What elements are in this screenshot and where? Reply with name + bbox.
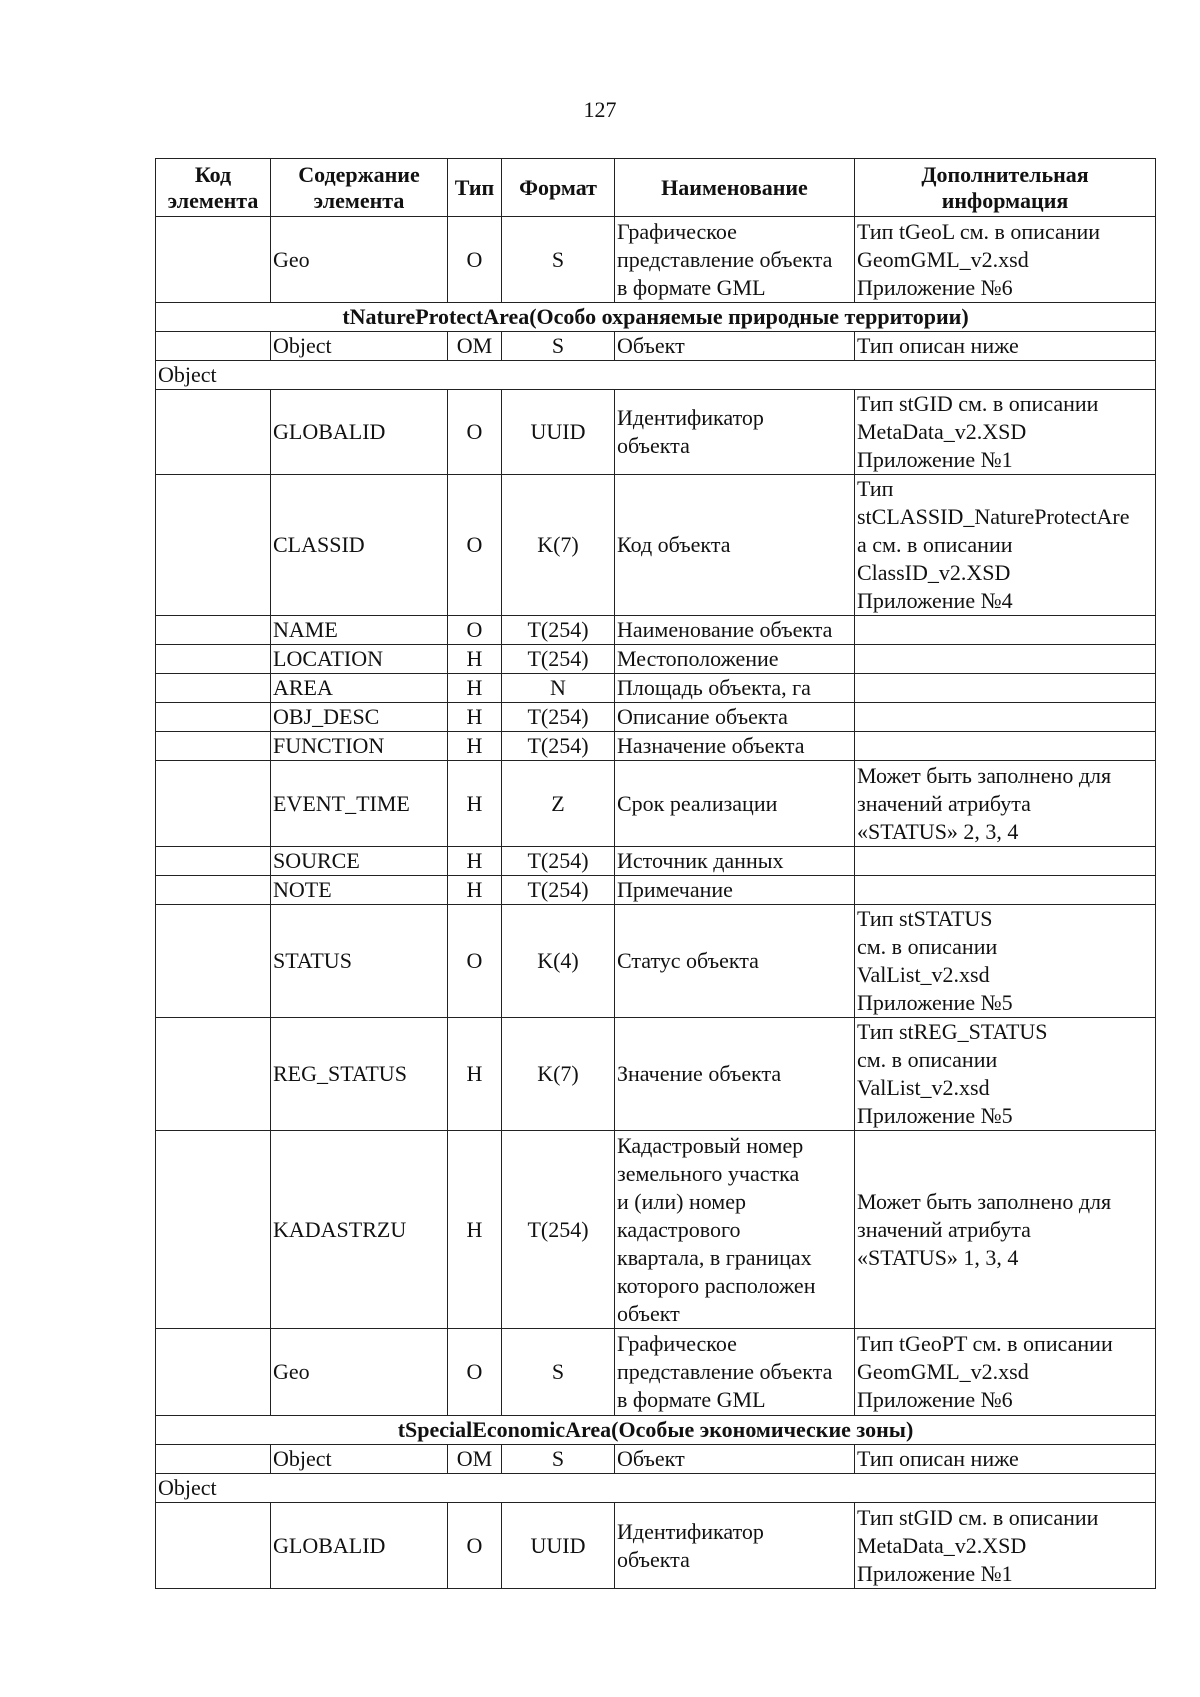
cell-type: H <box>448 1018 502 1131</box>
cell-content: Geo <box>271 217 448 303</box>
cell-name: Значение объекта <box>615 1018 855 1131</box>
cell-name: Описание объекта <box>615 703 855 732</box>
table-row <box>156 332 1156 361</box>
cell-code <box>156 905 271 1018</box>
cell-type: H <box>448 761 502 847</box>
cell-content: Object <box>271 1445 448 1474</box>
cell-name: Площадь объекта, га <box>615 674 855 703</box>
header-format: Формат <box>502 159 615 217</box>
cell-content: KADASTRZU <box>271 1131 448 1329</box>
cell-content: GLOBALID <box>271 1503 448 1589</box>
cell-name: Кадастровый номер земельного участка и (или) номер кадастрового квартала, в границах которого расположен объект <box>615 1131 855 1329</box>
header-type: Тип <box>448 159 502 217</box>
cell-name: Графическое представление объекта в формате GML <box>615 1329 855 1416</box>
table-row <box>156 761 1156 847</box>
table-row <box>156 1018 1156 1131</box>
cell-type: H <box>448 732 502 761</box>
element-spec-table <box>155 158 1156 1589</box>
table-row <box>156 1445 1156 1474</box>
cell-code <box>156 1445 271 1474</box>
cell-name: Местоположение <box>615 645 855 674</box>
cell-extra: Тип stGID см. в описании MetaData_v2.XSD Приложение №1 <box>855 1503 1156 1589</box>
cell-code <box>156 332 271 361</box>
cell-format: T(254) <box>502 703 615 732</box>
cell-format: S <box>502 1445 615 1474</box>
header-extra: Дополнительная информация <box>855 159 1156 217</box>
cell-format: T(254) <box>502 847 615 876</box>
table-row <box>156 475 1156 616</box>
cell-code <box>156 1018 271 1131</box>
cell-format: K(7) <box>502 1018 615 1131</box>
table-row <box>156 1131 1156 1329</box>
object-label: Object <box>156 361 1156 390</box>
cell-type: O <box>448 217 502 303</box>
cell-extra: Тип stREG_STATUS см. в описании ValList_v2.xsd Приложение №5 <box>855 1018 1156 1131</box>
cell-name: Статус объекта <box>615 905 855 1018</box>
section-row <box>156 1416 1156 1445</box>
cell-type: O <box>448 475 502 616</box>
cell-extra: Тип tGeoPT см. в описании GeomGML_v2.xsd Приложение №6 <box>855 1329 1156 1416</box>
cell-code <box>156 645 271 674</box>
cell-code <box>156 616 271 645</box>
cell-type: O <box>448 1503 502 1589</box>
cell-type: OM <box>448 1445 502 1474</box>
cell-extra <box>855 616 1156 645</box>
section-title: tSpecialEconomicArea(Особые экономические зоны) <box>156 1416 1156 1445</box>
cell-code <box>156 475 271 616</box>
cell-format: S <box>502 1329 615 1416</box>
cell-format: Z <box>502 761 615 847</box>
cell-extra: Тип stGID см. в описании MetaData_v2.XSD Приложение №1 <box>855 390 1156 475</box>
table-row <box>156 732 1156 761</box>
cell-extra: Тип tGeoL см. в описании GeomGML_v2.xsd Приложение №6 <box>855 217 1156 303</box>
cell-format: T(254) <box>502 732 615 761</box>
object-label-row <box>156 361 1156 390</box>
cell-format: T(254) <box>502 876 615 905</box>
cell-format: UUID <box>502 390 615 475</box>
cell-type: H <box>448 645 502 674</box>
cell-type: O <box>448 905 502 1018</box>
cell-type: H <box>448 674 502 703</box>
cell-name: Примечание <box>615 876 855 905</box>
cell-content: LOCATION <box>271 645 448 674</box>
cell-code <box>156 847 271 876</box>
cell-type: H <box>448 847 502 876</box>
cell-extra <box>855 674 1156 703</box>
cell-name: Срок реализации <box>615 761 855 847</box>
table-row <box>156 905 1156 1018</box>
header-content: Содержание элемента <box>271 159 448 217</box>
cell-format: T(254) <box>502 616 615 645</box>
table-row <box>156 616 1156 645</box>
cell-code <box>156 876 271 905</box>
cell-content: STATUS <box>271 905 448 1018</box>
cell-code <box>156 674 271 703</box>
cell-name: Объект <box>615 1445 855 1474</box>
page-number: 127 <box>583 97 617 122</box>
cell-type: H <box>448 876 502 905</box>
cell-extra <box>855 847 1156 876</box>
header-code: Код элемента <box>156 159 271 217</box>
cell-content: Geo <box>271 1329 448 1416</box>
table-row <box>156 876 1156 905</box>
cell-extra: Тип stSTATUS см. в описании ValList_v2.xsd Приложение №5 <box>855 905 1156 1018</box>
table-row <box>156 1329 1156 1416</box>
cell-extra <box>855 732 1156 761</box>
cell-type: H <box>448 1131 502 1329</box>
table-row <box>156 390 1156 475</box>
cell-name: Источник данных <box>615 847 855 876</box>
cell-format: K(4) <box>502 905 615 1018</box>
cell-type: O <box>448 390 502 475</box>
cell-code <box>156 761 271 847</box>
cell-content: GLOBALID <box>271 390 448 475</box>
cell-code <box>156 1131 271 1329</box>
cell-extra: Тип stCLASSID_NatureProtectAre a см. в описании ClassID_v2.XSD Приложение №4 <box>855 475 1156 616</box>
cell-name: Идентификатор объекта <box>615 1503 855 1589</box>
header-name: Наименование <box>615 159 855 217</box>
cell-format: T(254) <box>502 1131 615 1329</box>
cell-content: OBJ_DESC <box>271 703 448 732</box>
section-title: tNatureProtectArea(Особо охраняемые природные территории) <box>156 303 1156 332</box>
cell-code <box>156 1329 271 1416</box>
cell-code <box>156 1503 271 1589</box>
cell-content: EVENT_TIME <box>271 761 448 847</box>
cell-code <box>156 732 271 761</box>
table-row <box>156 674 1156 703</box>
cell-format: K(7) <box>502 475 615 616</box>
cell-extra: Может быть заполнено для значений атрибута «STATUS» 1, 3, 4 <box>855 1131 1156 1329</box>
cell-name: Наименование объекта <box>615 616 855 645</box>
cell-code <box>156 217 271 303</box>
cell-content: REG_STATUS <box>271 1018 448 1131</box>
table-row <box>156 703 1156 732</box>
cell-name: Объект <box>615 332 855 361</box>
cell-type: OM <box>448 332 502 361</box>
cell-content: CLASSID <box>271 475 448 616</box>
cell-content: Object <box>271 332 448 361</box>
cell-name: Код объекта <box>615 475 855 616</box>
section-row <box>156 303 1156 332</box>
cell-type: H <box>448 703 502 732</box>
cell-code <box>156 390 271 475</box>
cell-extra: Тип описан ниже <box>855 1445 1156 1474</box>
cell-extra <box>855 703 1156 732</box>
cell-format: UUID <box>502 1503 615 1589</box>
cell-content: NAME <box>271 616 448 645</box>
cell-extra: Тип описан ниже <box>855 332 1156 361</box>
header-row <box>156 159 1156 217</box>
cell-name: Назначение объекта <box>615 732 855 761</box>
cell-format: T(254) <box>502 645 615 674</box>
cell-type: O <box>448 616 502 645</box>
table-row <box>156 217 1156 303</box>
cell-extra <box>855 645 1156 674</box>
cell-extra <box>855 876 1156 905</box>
cell-format: S <box>502 332 615 361</box>
cell-extra: Может быть заполнено для значений атрибута «STATUS» 2, 3, 4 <box>855 761 1156 847</box>
cell-content: FUNCTION <box>271 732 448 761</box>
cell-name: Графическое представление объекта в формате GML <box>615 217 855 303</box>
cell-content: NOTE <box>271 876 448 905</box>
object-label: Object <box>156 1474 1156 1503</box>
cell-format: N <box>502 674 615 703</box>
cell-code <box>156 703 271 732</box>
table-row <box>156 847 1156 876</box>
object-label-row <box>156 1474 1156 1503</box>
cell-content: AREA <box>271 674 448 703</box>
cell-type: O <box>448 1329 502 1416</box>
table-row <box>156 1503 1156 1589</box>
cell-content: SOURCE <box>271 847 448 876</box>
cell-name: Идентификатор объекта <box>615 390 855 475</box>
cell-format: S <box>502 217 615 303</box>
table-row <box>156 645 1156 674</box>
